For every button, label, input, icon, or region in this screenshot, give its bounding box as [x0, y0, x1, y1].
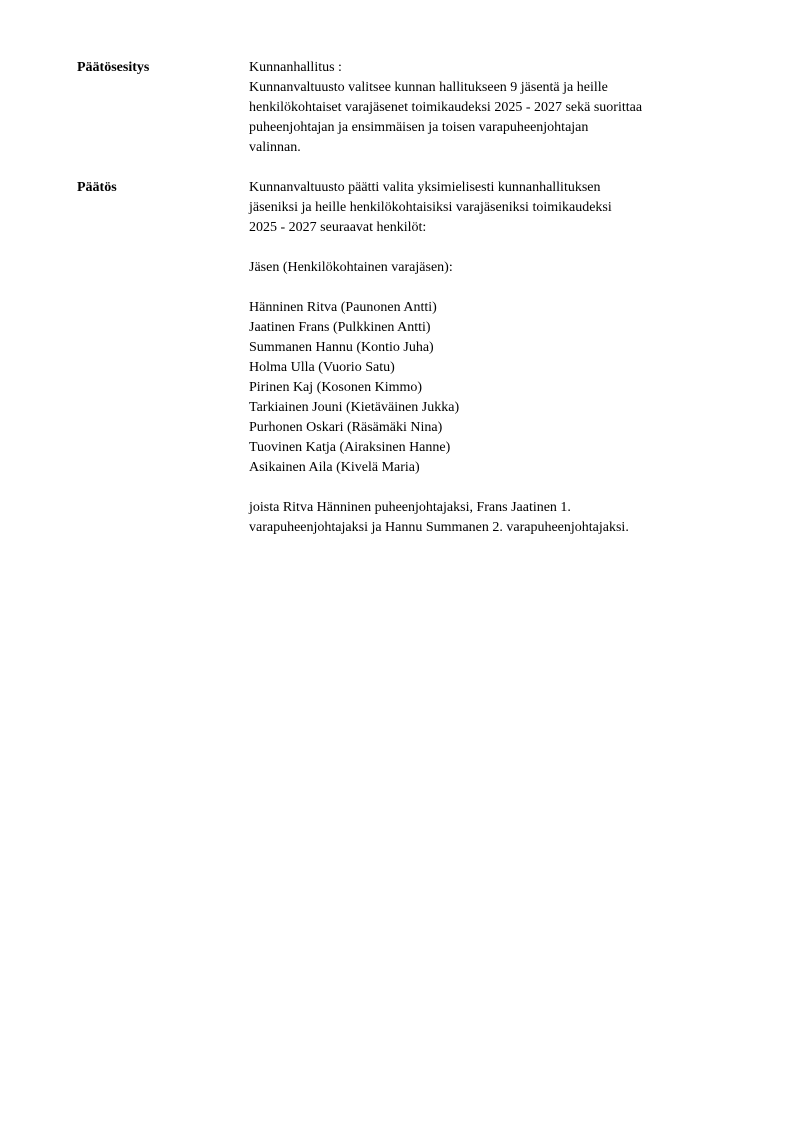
member-item: Tarkiainen Jouni (Kietäväinen Jukka)	[249, 400, 460, 415]
member-item: Holma Ulla (Vuorio Satu)	[249, 360, 395, 375]
proposal-line: Kunnanhallitus :	[249, 60, 342, 75]
blank-line	[249, 278, 769, 298]
proposal-line: valinnan.	[249, 140, 301, 155]
blank-line	[249, 478, 769, 498]
decision-closing-line: varapuheenjohtajaksi ja Hannu Summanen 2. varapuheenjohtajaksi.	[249, 520, 629, 535]
member-item: Hänninen Ritva (Paunonen Antti)	[249, 300, 437, 315]
member-item: Purhonen Oskari (Räsämäki Nina)	[249, 420, 443, 435]
proposal-line: puheenjohtajan ja ensimmäisen ja toisen varapuheenjohtajan	[249, 120, 589, 135]
decision-intro-line: jäseniksi ja heille henkilökohtaisiksi varajäseniksi toimikaudeksi	[249, 200, 612, 215]
members-heading: Jäsen (Henkilökohtainen varajäsen):	[249, 260, 453, 275]
member-item: Asikainen Aila (Kivelä Maria)	[249, 460, 420, 475]
proposal-line: henkilökohtaiset varajäsenet toimikaudeksi 2025 - 2027 sekä suorittaa	[249, 100, 643, 115]
decision-text	[249, 178, 769, 538]
decision-closing-line: joista Ritva Hänninen puheenjohtajaksi, Frans Jaatinen 1.	[249, 500, 571, 515]
members-list	[249, 298, 769, 478]
member-item: Jaatinen Frans (Pulkkinen Antti)	[249, 320, 431, 335]
member-item: Pirinen Kaj (Kosonen Kimmo)	[249, 380, 423, 395]
blank-line	[249, 238, 769, 258]
decision-intro-line: Kunnanvaltuusto päätti valita yksimielisesti kunnanhallituksen	[249, 180, 601, 195]
decision-label: Päätös	[77, 180, 117, 195]
proposal-text	[249, 58, 769, 158]
member-item: Tuovinen Katja (Airaksinen Hanne)	[249, 440, 451, 455]
decision-intro-line: 2025 - 2027 seuraavat henkilöt:	[249, 220, 427, 235]
proposal-label: Päätösesitys	[77, 60, 150, 75]
member-item: Summanen Hannu (Kontio Juha)	[249, 340, 434, 355]
proposal-line: Kunnanvaltuusto valitsee kunnan hallitukseen 9 jäsentä ja heille	[249, 80, 608, 95]
